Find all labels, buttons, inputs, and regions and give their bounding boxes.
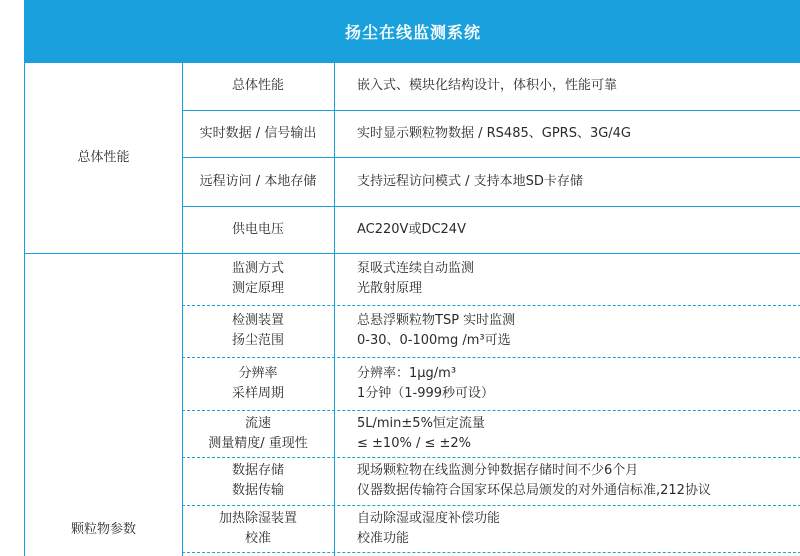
row-value bbox=[357, 110, 797, 157]
row-label bbox=[182, 305, 334, 357]
column-divider bbox=[334, 62, 335, 556]
row-value bbox=[357, 253, 797, 305]
row-label bbox=[182, 206, 334, 253]
row-value bbox=[357, 305, 797, 357]
value-line: 校准功能 bbox=[357, 530, 410, 546]
label-line: 数据存储 bbox=[231, 463, 284, 478]
row-label bbox=[182, 410, 334, 457]
value-line: 嵌入式、模块化结构设计，体积小，性能可靠 bbox=[357, 78, 618, 93]
row-value bbox=[357, 62, 797, 110]
group-overall bbox=[25, 62, 182, 253]
value-line: AC220V或DC24V bbox=[357, 221, 466, 237]
label-line: 监测方式 bbox=[231, 261, 284, 276]
label-line: 测量精度/ 重现性 bbox=[208, 435, 308, 451]
spec-table bbox=[24, 0, 800, 556]
row-value bbox=[357, 206, 797, 253]
label-line: 分辨率 bbox=[238, 365, 278, 381]
value-line: 5L/min±5%恒定流量 bbox=[357, 415, 485, 431]
row-value bbox=[357, 357, 797, 410]
label-line: 检测装置 bbox=[231, 313, 284, 328]
value-line: ≤ ±10% / ≤ ±2% bbox=[357, 435, 471, 451]
value-line: 光散射原理 bbox=[357, 281, 423, 296]
row-label bbox=[182, 357, 334, 410]
label-line: 实时数据 / 信号输出 bbox=[199, 125, 317, 141]
label-line: 测定原理 bbox=[231, 281, 284, 296]
label-line: 加热除湿装置 bbox=[218, 510, 297, 526]
row-label bbox=[182, 157, 334, 206]
row-label bbox=[182, 253, 334, 305]
label-line: 校准 bbox=[244, 530, 271, 546]
value-line: 0-30、0-100mg /m³可选 bbox=[357, 333, 511, 348]
value-line: 总悬浮颗粒物TSP 实时监测 bbox=[357, 313, 516, 328]
value-line: 1分钟（1-999秒可设） bbox=[357, 385, 495, 401]
value-line: 现场颗粒物在线监测分钟数据存储时间不少6个月 bbox=[357, 463, 639, 478]
row-label bbox=[182, 110, 334, 157]
label-line: 扬尘范围 bbox=[231, 333, 284, 348]
row-label bbox=[182, 505, 334, 552]
value-line: 泵吸式连续自动监测 bbox=[357, 261, 475, 276]
group-label: 颗粒物参数 bbox=[70, 522, 136, 537]
value-line: 实时显示颗粒物数据 / RS485、GPRS、3G/4G bbox=[357, 125, 632, 141]
label-line: 数据传输 bbox=[231, 483, 284, 498]
row-value bbox=[357, 410, 797, 457]
group-label: 总体性能 bbox=[77, 149, 130, 165]
label-line: 总体性能 bbox=[231, 78, 284, 93]
row-value bbox=[357, 157, 797, 206]
label-line: 供电电压 bbox=[231, 221, 284, 237]
group-particle bbox=[25, 505, 182, 555]
label-line: 流速 bbox=[244, 415, 271, 431]
divider bbox=[182, 552, 800, 553]
row-value bbox=[357, 505, 797, 552]
label-line: 远程访问 / 本地存储 bbox=[199, 173, 317, 189]
value-line: 仪器数据传输符合国家环保总局颁发的对外通信标准,212协议 bbox=[357, 483, 711, 498]
value-line: 支持远程访问模式 / 支持本地SD卡存储 bbox=[357, 173, 583, 189]
table-title: 扬尘在线监测系统 bbox=[25, 0, 800, 62]
label-line: 采样周期 bbox=[231, 385, 284, 401]
row-value bbox=[357, 457, 797, 505]
row-label bbox=[182, 457, 334, 505]
value-line: 分辨率：1μg/m³ bbox=[357, 365, 457, 381]
row-label bbox=[182, 62, 334, 110]
value-line: 自动除湿或湿度补偿功能 bbox=[357, 510, 501, 526]
